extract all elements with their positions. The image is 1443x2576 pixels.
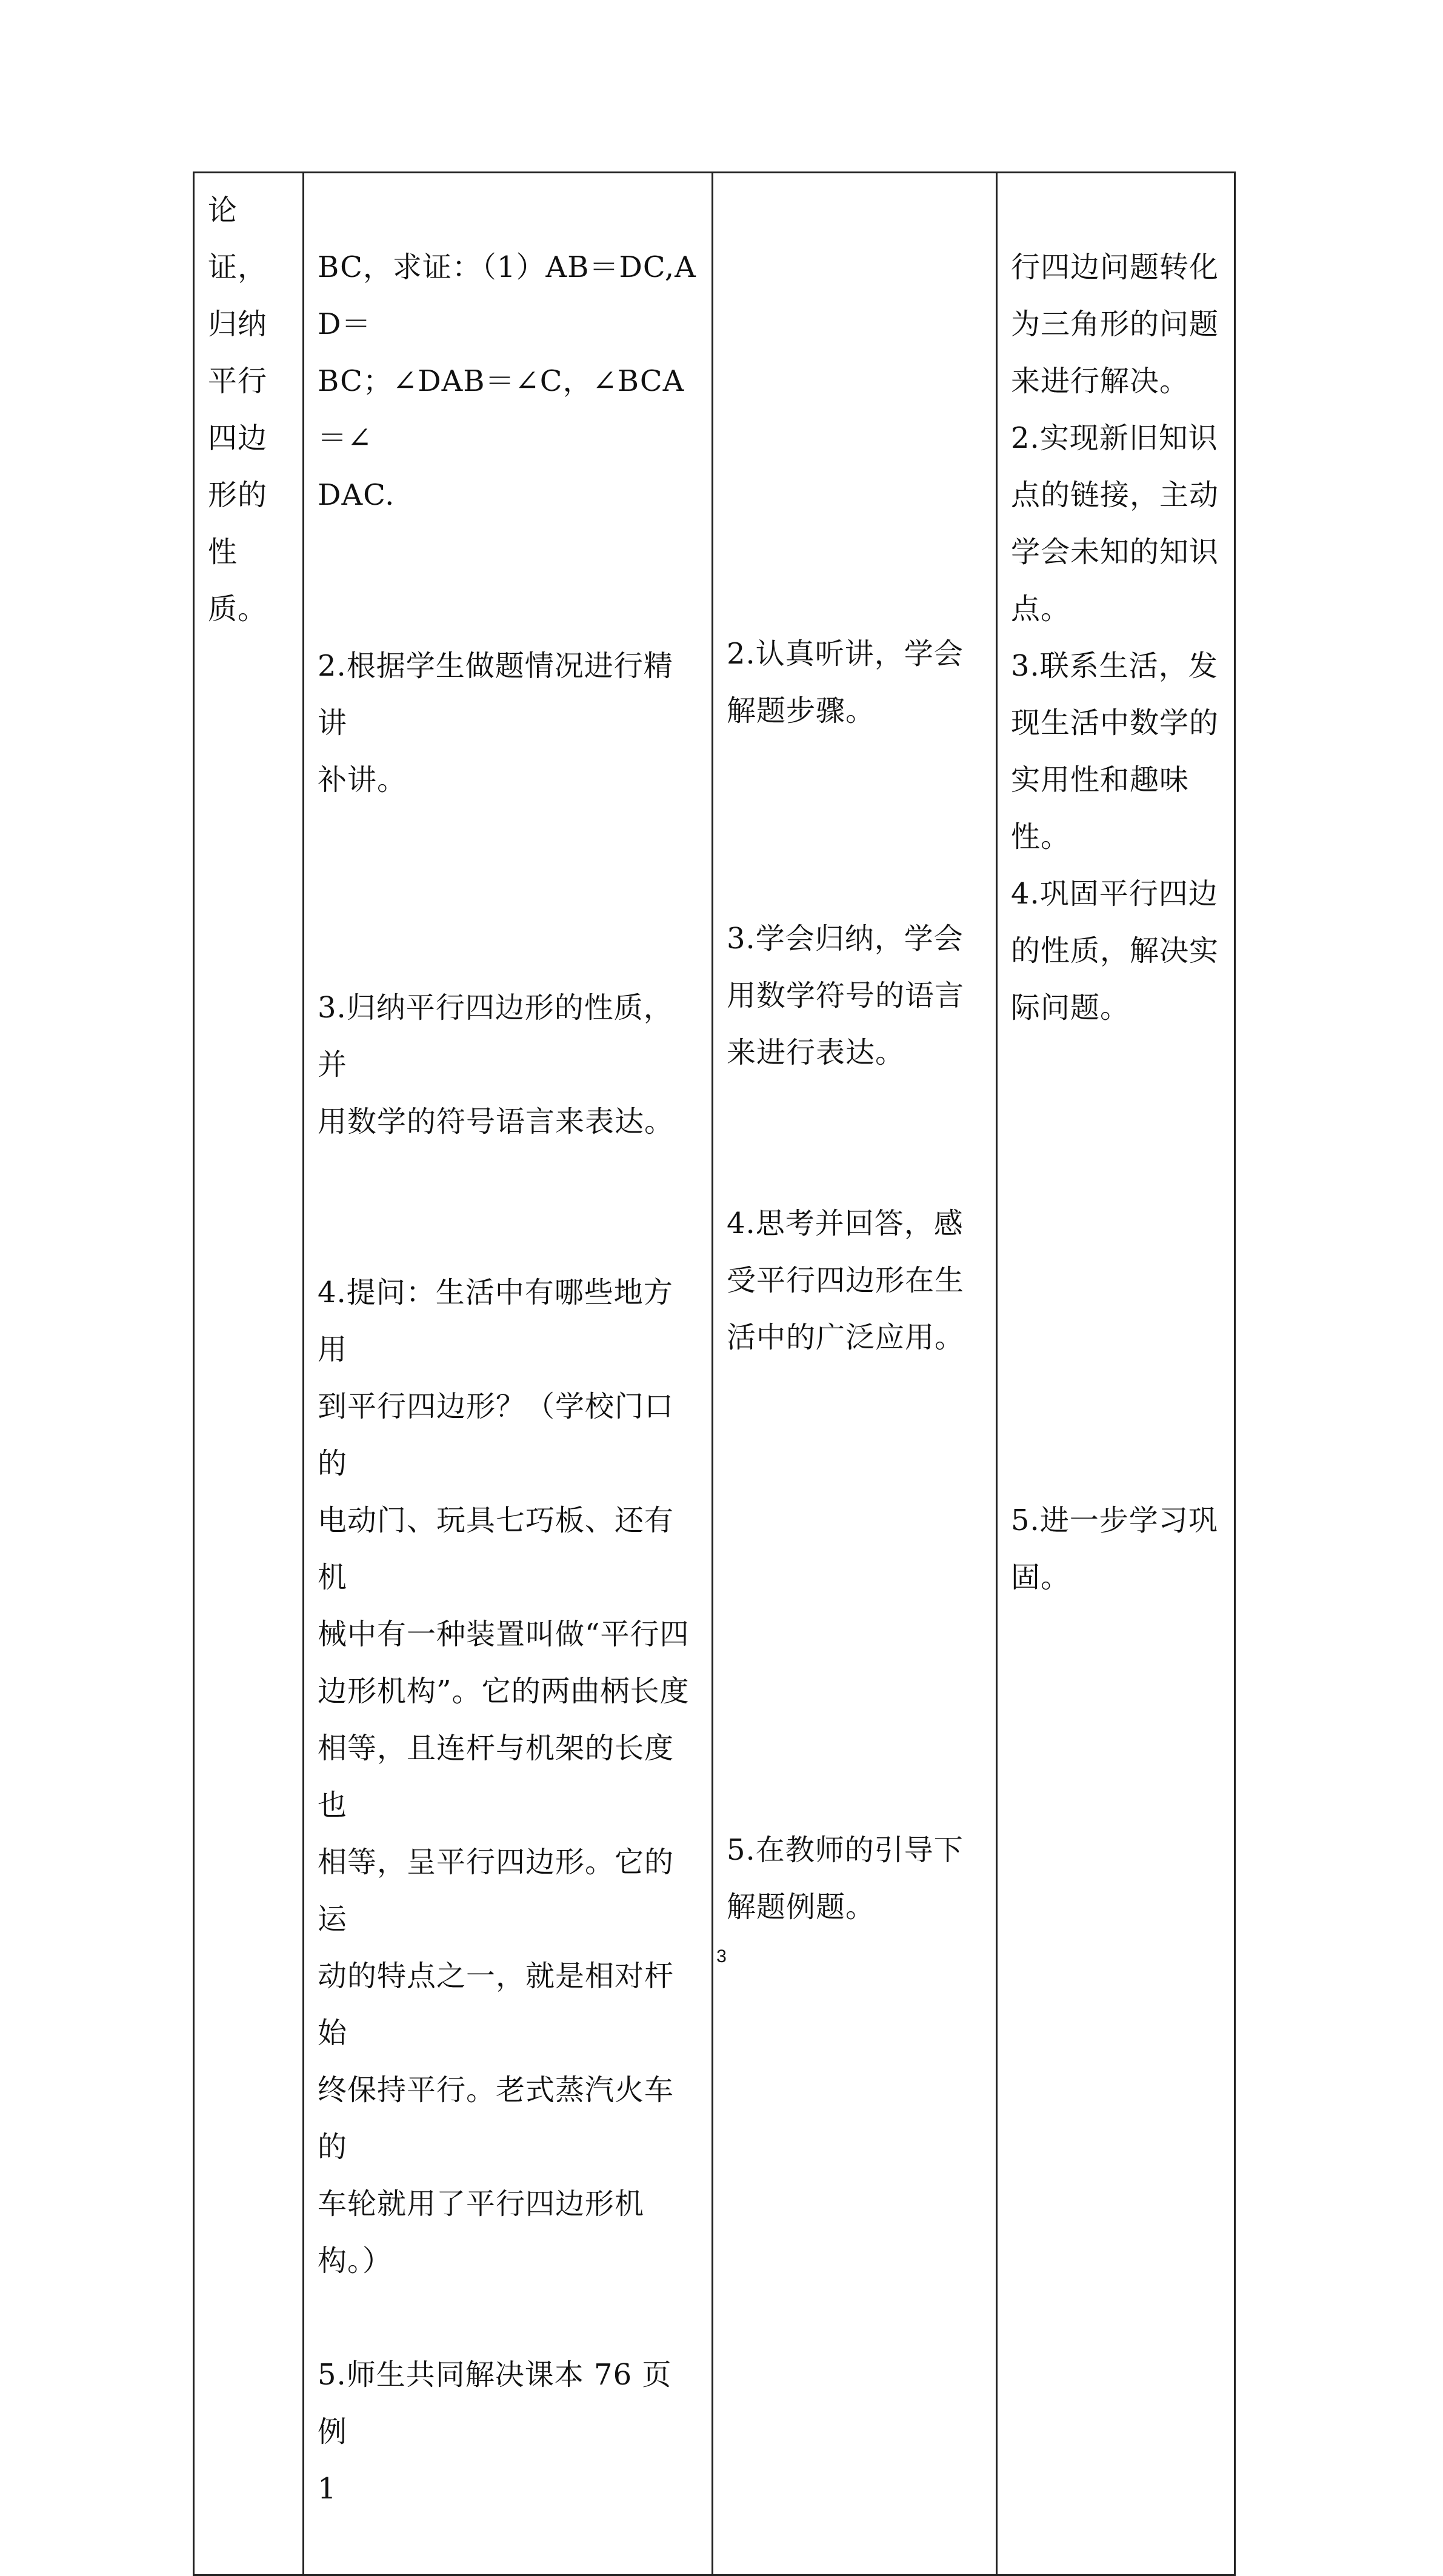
teacher-step-proof: BC，求证：（1）AB＝DC,AD＝ BC；∠DAB＝∠C，∠BCA＝∠ DAC. xyxy=(318,250,696,512)
student-step-3: 3.学会归纳，学会 用数学符号的语言 来进行表达。 xyxy=(727,922,965,1070)
teacher-activity-cell xyxy=(304,173,713,2575)
student-step-4: 4.思考并回答，感 受平行四边形在生 活中的广泛应用。 xyxy=(727,1206,965,1354)
teacher-step-5: 5.师生共同解决课本 76 页例 1 xyxy=(318,2358,672,2506)
lesson-plan-table xyxy=(193,171,1236,2576)
teacher-activity-text xyxy=(304,173,712,2574)
section-cell xyxy=(194,173,304,2575)
teacher-step-2: 2.根据学生做题情况进行精讲 补讲。 xyxy=(318,649,673,797)
student-activity-text xyxy=(713,173,996,1992)
section-title: 论 证， 归纳 平行 四边 形的 性 质。 xyxy=(208,193,268,626)
teacher-step-4: 4.提问：生活中有哪些地方用 到平行四边形？（学校门口的 电动门、玩具七巧板、还有机 械中有一种装置叫做“平行四 边形机构”。它的两曲柄长度 相等，且连杆与机架的长度也 相等，呈平行四边形。它的运 动的特点之一，就是相对杆始 终保持平行。老式蒸汽火车的 车轮就用了平行四边形机 构。） xyxy=(318,1276,690,2278)
design-intent-cell xyxy=(997,173,1235,2575)
teacher-step-3: 3.归纳平行四边形的性质，并 用数学的符号语言来表达。 xyxy=(318,991,675,1139)
table-row xyxy=(194,173,1235,2575)
student-step-5: 5.在教师的引导下 解题例题。 xyxy=(727,1833,964,1924)
student-step-2: 2.认真听讲，学会 解题步骤。 xyxy=(727,637,964,728)
design-intent-points: 行四边问题转化 为三角形的问题 来进行解决。 2.实现新旧知识 点的链接，主动 学会未知的知识 点。 3.联系生活，发 现生活中数学的 实用性和趣味 性。 4.巩固平行四边 的性质，解决实 际问题。 xyxy=(1011,250,1219,1025)
design-intent-step-5: 5.进一步学习巩 固。 xyxy=(1011,1503,1218,1594)
student-activity-cell xyxy=(713,173,997,2575)
page-number: 3 xyxy=(716,1946,727,1966)
design-intent-text xyxy=(998,173,1234,1663)
